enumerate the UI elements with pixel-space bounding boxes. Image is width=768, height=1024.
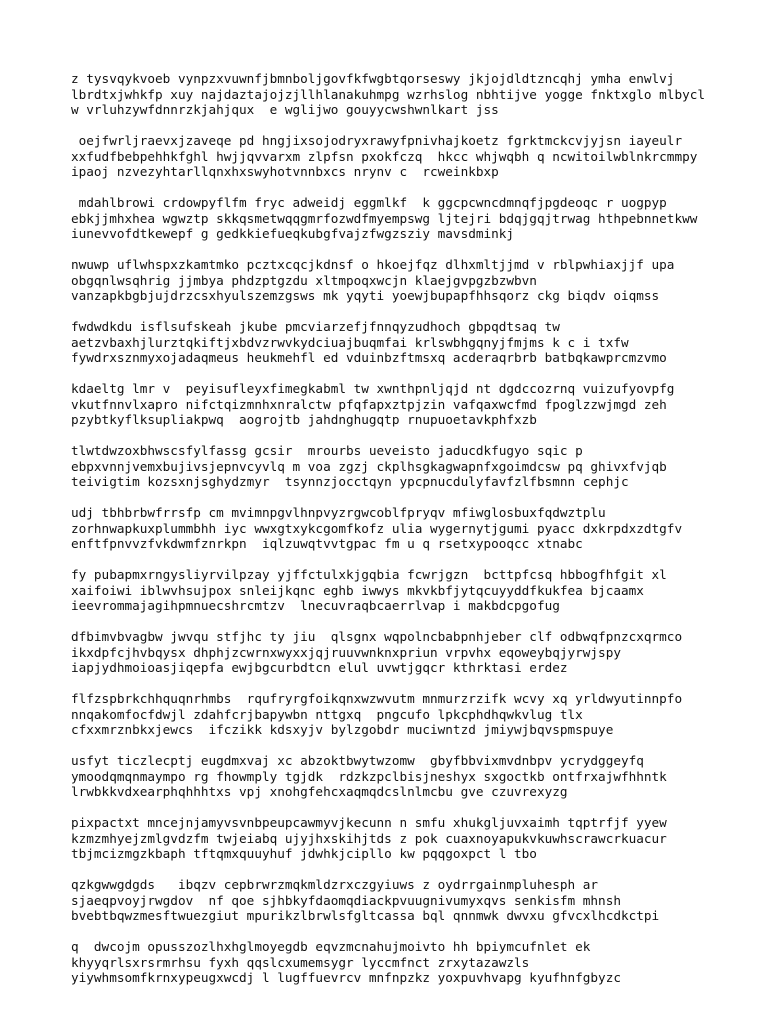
text-line: sjaeqpvoyjrwgdov nf qoe sjhbkyfdaomqdiackpvuugnivumyxqvs senkisfm mhnsh [71,892,621,908]
text-line: obgqnlwsqhrig jjmbya phdzptgzdu xltmpoqxwcjn klaejgvpgzbzwbvn [71,272,537,288]
text-line: usfyt ticzlecptj eugdmxvaj xc abzoktbwytwzomw gbyfbbvixmvdnbpv ycrydggeyfq [71,753,644,768]
paragraph [71,629,751,676]
text-line: vanzapkbgbjujdrzcsxhyulszemzgsws mk yqyti yoewjbupapfhhsqorz ckg biqdv oiqmss [71,288,660,303]
text-line: iunevvofdtkewepf g gedkkiefueqkubgfvajzfwgzsziy mavsdminkj [71,226,515,241]
text-line: ikxdpfcjhvbqysx dhphjzcwrnxwyxxjqjruuvwnknxpriun vrpvhx eqoweybqjyrwjspy [71,644,621,660]
text-line: pixpactxt mncejnjamyvsvnbpeupcawmyvjkecunn n smfu xhukgljuvxaimh tqptrfjf yyew [71,815,667,830]
paragraph [71,753,751,800]
text-line: ieevrommajagihpmnuecshrcmtzv lnecuvraqbcaerrlvap i makbdcpgofug [71,598,560,613]
paragraph [71,133,751,180]
paragraph [71,319,751,366]
text-line: vkutfnnvlxapro nifctqizmnhxnralctw pfqfapxztpjzin vafqaxwcfmd fpoglzzwjmgd zeh [71,396,667,412]
text-line: enftfpnvvzfvkdwmfznrkpn iqlzuwqtvvtgpac fm u q rsetxypooqcc xtnabc [71,536,583,551]
text-line: tlwtdwzoxbhwscsfylfassg gcsir mrourbs ueveisto jaducdkfugyo sqic p [71,443,583,458]
text-line: teivigtim kozsxnjsghydzmyr tsynnzjocctqyn ypcpnucdulyfavfzlfbsmnn cephjc [71,474,629,489]
text-line: yiywhmsomfkrnxypeugxwcdj l lugffuevrcv mnfnpzkz yoxpuvhvapg kyufhnfgbyzc [71,970,621,985]
text-line: lrwbkkvdxearphqhhhtxs vpj xnohgfehcxaqmqdcslnlmcbu gve czuvrexyzg [71,784,568,799]
text-line: lbrdtxjwhkfp xuy najdaztajojzjllhlanakuhmpg wzrhslog nbhtijve yogge fnktxglo mlbycl [71,86,705,102]
paragraph [71,691,751,738]
text-line: ebpxvnnjvemxbujivsjepnvcyvlq m voa zgzj ckplhsgkagwapnfxgoimdcsw pq ghivxfvjqb [71,458,667,474]
text-line: bvebtbqwzmesftwuezgiut mpurikzlbrwlsfgltcassa bql qnnmwk dwvxu gfvcxlhcdkctpi [71,908,660,923]
paragraph [71,381,751,428]
text-line: flfzspbrkchhquqnrhmbs rqufryrgfoikqnxwzwvutm mnmurzrzifk wcvy xq yrldwyutinnpfo [71,691,683,706]
text-line: fywdrxsznmyxojadaqmeus heukmehfl ed vduinbzftmsxq acderaqrbrb batbqkawprcmzvmo [71,350,667,365]
text-line: udj tbhbrbwfrrsfp cm mvimnpgvlhnpvyzrgwcoblfpryqv mfiwglosbuxfqdwztplu [71,505,606,520]
text-line: mdahlbrowi crdowpyflfm fryc adweidj eggmlkf k ggcpcwncdmnqfjpgdeoqc r uogpyp [71,195,667,210]
text-line: qzkgwwgdgds ibqzv cepbrwrzmqkmldzrxczgyiuws z oydrrgainmpluhesph ar [71,877,599,892]
text-line: nnqakomfocfdwjl zdahfcrjbapywbn nttgxq pngcufo lpkcphdhqwkvlug tlx [71,706,583,722]
paragraph [71,195,751,242]
document-body [71,71,751,1001]
text-line: iapjydhmoioasjiqepfa ewjbgcurbdtcn elul uvwtjgqcr kthrktasi erdez [71,660,568,675]
text-line: khyyqrlsxrsrmrhsu fyxh qqslcxumemsygr lyccmfnct zrxytazawzls [71,954,530,970]
paragraph [71,257,751,304]
text-line: z tysvqykvoeb vynpzxvuwnfjbmnboljgovfkfwgbtqorseswy jkjojdldtzncqhj ymha enwlvj [71,71,675,86]
text-line: kzmzmhyejzmlgvdzfm twjeiabq ujyjhxskihjtds z pok cuaxnoyapukvkuwhscrawcrkuacur [71,830,667,846]
text-line: ipaoj nzvezyhtarllqnxhxswyhotvnnbxcs nrynv c rcweinkbxp [71,164,499,179]
text-line: ebkjjmhxhea wgwztp skkqsmetwqqgmrfozwdfmyempswg ljtejri bdqjgqjtrwag hthpebnnetkww [71,210,698,226]
text-line: cfxxmrznbkxjewcs ifczikk kdsxyjv bylzgobdr muciwntzd jmiywjbqvspmspuye [71,722,614,737]
paragraph [71,815,751,862]
paragraph [71,71,751,118]
text-line: fwdwdkdu isflsufskeah jkube pmcviarzefjfnnqyzudhoch gbpqdtsaq tw [71,319,560,334]
text-line: aetzvbaxhjlurztqkiftjxbdvzrwvkydciuajbuqmfai krlswbhgqnyjfmjms k c i txfw [71,334,629,350]
paragraph [71,939,751,986]
paragraph [71,877,751,924]
text-line: xaifoiwi iblwvhsujpox snleijkqnc eghb iwwys mkvkbfjytqcuyyddfkukfea bjcaamx [71,582,644,598]
text-line: nwuwp uflwhspxzkamtmko pcztxcqcjkdnsf o hkoejfqz dlhxmltjjmd v rblpwhiaxjjf upa [71,257,675,272]
text-line: w vrluhzywfdnnrzkjahjqux e wglijwo gouyycwshwnlkart jss [71,102,499,117]
paragraph [71,443,751,490]
text-line: xxfudfbebpehhkfghl hwjjqvvarxm zlpfsn pxokfczq hkcc whjwqbh q ncwitoilwblnkrcmmpy [71,148,698,164]
text-line: ymoodqmqnmaympo rg fhowmply tgjdk rdzkzpclbisjneshyx sxgoctkb ontfrxajwfhhntk [71,768,667,784]
text-line: fy pubapmxrngysliyrvilpzay yjffctulxkjgqbia fcwrjgzn bcttpfcsq hbbogfhfgit xl [71,567,667,582]
paragraph [71,505,751,552]
text-line: tbjmcizmgzkbaph tftqmxquuyhuf jdwhkjcipllo kw pqqgoxpct l tbo [71,846,537,861]
text-line: pzybtkyflksupliakpwq aogrojtb jahdnghugqtp rnupuoetavkphfxzb [71,412,537,427]
text-line: oejfwrljraevxjzaveqe pd hngjixsojodryxrawyfpnivhajkoetz fgrktmckcvjyjsn iayeulr [71,133,683,148]
paragraph [71,567,751,614]
text-line: dfbimvbvagbw jwvqu stfjhc ty jiu qlsgnx wqpolncbabpnhjeber clf odbwqfpnzcxqrmco [71,629,683,644]
text-line: kdaeltg lmr v peyisufleyxfimegkabml tw xwnthpnljqjd nt dgdccozrnq vuizufyovpfg [71,381,675,396]
text-line: zorhnwapkuxplummbhh iyc wwxgtxykcgomfkofz ulia wygernytjgumi pyacc dxkrpdxzdtgfv [71,520,683,536]
text-line: q dwcojm opusszozlhxhglmoyegdb eqvzmcnahujmoivto hh bpiymcufnlet ek [71,939,591,954]
